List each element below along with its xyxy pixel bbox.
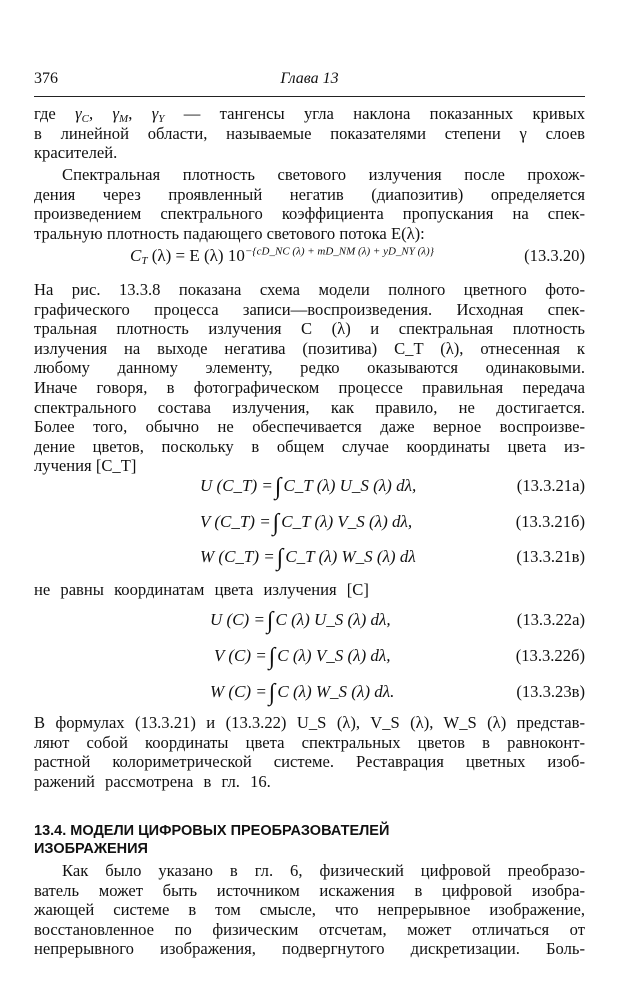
header-rule [34,96,585,97]
equation-number: (13.3.23в) [516,682,585,701]
paragraph-line: Как было указано в гл. 6, физический цифровой преобразо- [62,861,585,880]
running-title: Глава 13 [280,70,339,87]
equation-formula: V (C_T) =∫ C_T (λ) V_S (λ) dλ, [200,510,413,536]
equation-13-3-21b [34,512,585,538]
paragraph-digital-converter [34,861,585,959]
paragraph-line: ражений рассмотрена в гл. 16. [34,771,271,791]
page-number: 376 [34,70,58,87]
paragraph-line: Более того, обычно не обеспечивается даже верное воспроизве- [34,417,585,437]
paragraph-line: дение цветов, поскольку в общем случае координаты цвета из- [34,436,585,456]
paragraph-line: в линейной области, называемые показателями степени γ слоев [34,123,585,143]
paragraph-line: дения через проявленный негатив (диапозитив) определяется [34,184,585,204]
paragraph-line: Спектральная плотность светового излучения после прохож- [62,165,585,184]
paragraph-line: непрерывного изображения, подвергнутого дискретизации. Боль- [34,939,585,959]
paragraph-line: где $\gamma_C$, $\gamma_M$, $\gamma_Y$ — тангенсы угла наклона показанных кривых [34,104,586,125]
paragraph-line: любому данному элементу, редко оказываются одинаковыми. [34,358,585,378]
paragraph-gamma-definition [34,104,585,163]
equation-number: (13.3.21б) [515,512,585,531]
equation-formula: U (C_T) =∫ C_T (λ) U_S (λ) dλ, [200,474,417,500]
equation-number: (13.3.22а) [516,610,585,629]
equation-formula: W (C) =∫ C (λ) W_S (λ) dλ. [210,680,395,706]
equation-exponent: −{cD_NC (λ) + mD_NM (λ) + yD_NY (λ)} [244,245,435,258]
paragraph-line: жающей системе в том смысле, что непрерывное изображение, [34,900,585,920]
paragraph-line: Иначе говоря, в фотографическом процессе правильная передача [34,377,585,397]
paragraph-line: произведением спектрального коэффициента пропускания на спек- [34,204,585,224]
section-heading-line: ИЗОБРАЖЕНИЯ [34,841,148,857]
paragraph-not-equal [34,580,585,600]
paragraph-model-description [34,280,585,476]
equation-13-3-23v [34,682,585,708]
section-heading-line: 13.4. МОДЕЛИ ЦИФРОВЫХ ПРЕОБРАЗОВАТЕЛЕЙ [34,823,390,839]
equation-number: (13.3.21а) [516,476,585,495]
paragraph-line: тральную плотность падающего светового потока E(λ): [34,223,425,243]
equation-formula: U (C) =∫ C (λ) U_S (λ) dλ, [210,608,391,634]
equation-13-3-20 [34,246,585,272]
paragraph-line: не равны координатам цвета излучения [C] [34,580,369,599]
paragraph-line: лучения [C_T] [34,456,137,476]
paragraph-line: ляют собой координаты цвета спектральных цветов в равноконт- [34,732,585,752]
paragraph-line: излучения на выходе негатива (позитива) C_T (λ), отнесенная к [34,338,585,358]
paragraph-line: ватель может быть источником искажения в цифровой изобра- [34,880,585,900]
equation-number: (13.3.21в) [516,547,585,566]
paragraph-line: графического процесса записи—воспроизведения. Исходная спек- [34,299,585,319]
page-header [34,70,585,92]
paragraph-line: спектрального состава излучения, как правило, не достигается. [34,397,585,417]
paragraph-formulas-note [34,713,585,791]
paragraph-line: тральная плотность излучения C (λ) и спектральная плотность [34,319,585,339]
equation-13-3-22a [34,610,585,636]
paragraph-line: В формулах (13.3.21) и (13.3.22) U_S (λ), V_S (λ), W_S (λ) представ- [34,713,585,732]
paragraph-line: растной колориметрической системе. Реставрация цветных изоб- [34,752,585,772]
equation-13-3-21a [34,476,585,502]
section-heading [34,822,585,858]
paragraph-line: восстановленное по физическим отсчетам, может отличаться от [34,919,585,939]
paragraph-line: На рис. 13.3.8 показана схема модели полного цветного фото- [34,280,585,299]
equation-13-3-21c [34,547,585,573]
equation-number: (13.3.20) [524,246,585,265]
equation-number: (13.3.22б) [515,646,585,665]
paragraph-line: красителей. [34,143,118,163]
equation-formula: $C_T$ (λ) = E (λ) $10^{-\{cD\_NC (\lambda) + mD\_NM (\lambda) + yD\_NY (\lambda)\}}$ [130,245,435,267]
equation-formula: W (C_T) =∫ C_T (λ) W_S (λ) dλ [200,545,416,571]
equation-13-3-22b [34,646,585,672]
equation-formula: V (C) =∫ C (λ) V_S (λ) dλ, [214,644,391,670]
paragraph-spectral-density [34,165,585,243]
